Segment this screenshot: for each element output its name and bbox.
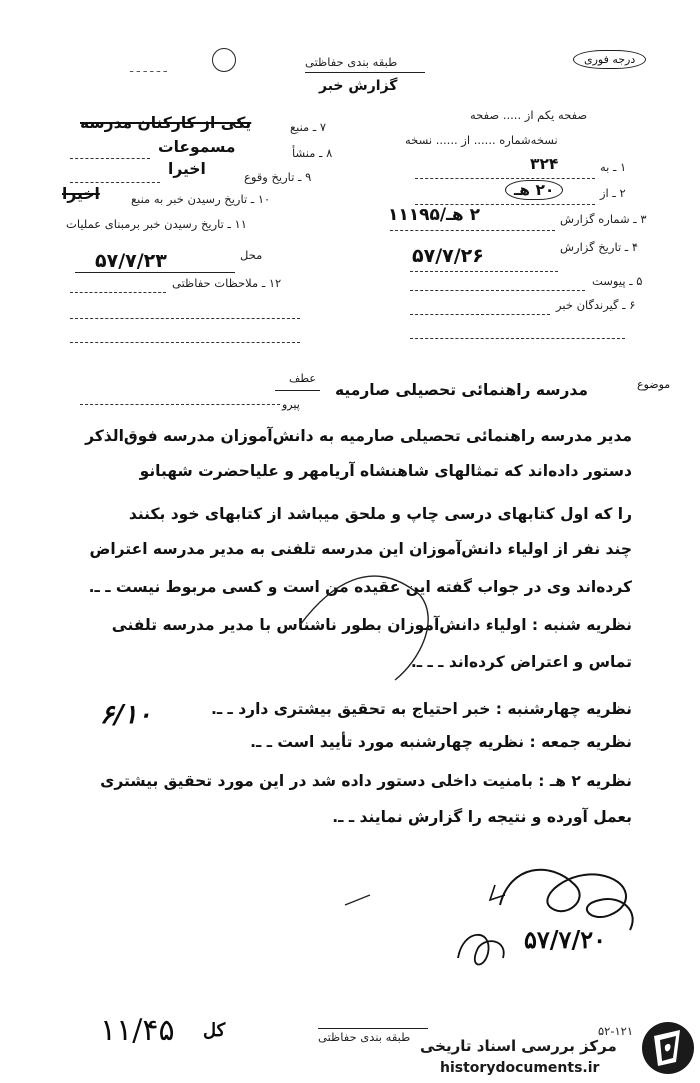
notes-dash-2 [70, 318, 300, 319]
margin-note: ۶/۱۰ [100, 700, 152, 730]
report-no-dash [390, 230, 555, 231]
body-line-3: را که اول کتابهای درسی چاپ و ملحق میباشد از کتابهای خود بکنند [128, 505, 632, 523]
subject-value: مدرسه راهنمائی تحصیلی صارمیه [335, 381, 588, 399]
notes-dash [70, 292, 166, 293]
subject-label: موضوع [637, 378, 671, 391]
footer-classification-rule [318, 1028, 428, 1029]
body-line-10: نظریه ۲ هـ : بامنیت داخلی دستور داده شد در این مورد تحقیق بیشتری [100, 772, 632, 790]
to-value: ۳۲۴ [530, 155, 559, 173]
report-title: گزارش خبر [319, 78, 398, 94]
report-date-dash [410, 271, 558, 272]
subject-dash [80, 404, 280, 405]
report-date-value: ۵۷/۷/۲۶ [412, 245, 484, 267]
footer-initials: کل [203, 1020, 226, 1041]
page-of-field: صفحه یکم از ..... صفحه [470, 108, 588, 122]
recipients-dash-2 [410, 338, 625, 339]
origin-value: مسموعات [158, 138, 236, 156]
signature-date: ۵۷/۷/۲۰ [524, 925, 606, 954]
to-label: ۱ ـ به [600, 160, 627, 174]
classification-top: طبقه بندی حفاظتی [305, 55, 398, 69]
top-left-stamp-circle [212, 48, 236, 72]
report-date-label: ۴ ـ تاریخ گزارش [560, 240, 639, 254]
place-underline [75, 272, 235, 273]
recipients-label: ۶ ـ گیرندگان خبر [556, 298, 636, 312]
ref-top-label: عطف [289, 372, 316, 385]
origin-dash [70, 158, 150, 159]
received-source-label: ۱۰ ـ تاریخ رسیدن خبر به منبع [131, 192, 271, 206]
source-label: ۷ ـ منبع [290, 120, 327, 134]
notes-label: ۱۲ ـ ملاحظات حفاظتی [172, 276, 282, 290]
attachment-dash [410, 290, 585, 291]
classification-top-rule [305, 72, 425, 73]
initials-scribble [448, 918, 528, 978]
notes-dash-3 [70, 342, 300, 343]
copy-of-field: نسخه‌شماره ...... از ...... نسخه [405, 133, 558, 147]
recipients-dash [410, 314, 550, 315]
ref-bottom-label: پیرو [282, 398, 300, 411]
origin-label: ۸ ـ منشأ [292, 146, 333, 160]
body-line-9: نظریه جمعه : نظریه چهارشنبه مورد تأیید است ـ ـ. [250, 733, 632, 751]
place-label: محل [240, 248, 263, 262]
footer-form-code: ۵۲-۱۲۱ [598, 1024, 634, 1038]
archive-url: historydocuments.ir [440, 1060, 600, 1076]
body-line-8: نظریه چهارشنبه : خبر احتیاج به تحقیق بیشتری دارد ـ ـ. [210, 700, 632, 718]
classification-box: درجه فوری [573, 50, 646, 69]
archive-logo-icon [640, 1018, 696, 1082]
event-date-label: ۹ ـ تاریخ وقوع [244, 170, 312, 184]
received-source-value: اخیرا [62, 185, 100, 203]
received-ops-label: ۱۱ ـ تاریخ رسیدن خبر برمبنای عملیات [66, 217, 247, 231]
body-line-1: مدیر مدرسه راهنمائی تحصیلی صارمیه به دانش‌آموزان مدرسه فوق‌الذکر [85, 427, 632, 445]
report-no-label: ۳ ـ شماره گزارش [560, 212, 647, 226]
from-label: ۲ ـ از [600, 186, 626, 200]
top-left-mark: ـ ـ ـ ـ ـ ـ [130, 62, 167, 75]
footer-handwritten-number: ۱۱/۴۵ [100, 1013, 175, 1048]
body-line-5: کرده‌اند وی در جواب گفته این عقیده من است و کسی مربوط نیست ـ ـ. [88, 578, 632, 596]
body-line-2: دستور داده‌اند که تمثالهای شاهنشاه آریامهر و علیاحضرت شهبانو [139, 462, 632, 480]
place-value: ۵۷/۷/۲۳ [95, 250, 167, 272]
body-line-6: نظریه شنبه : اولیاء دانش‌آموزان بطور ناشناس با مدیر مدرسه تلفنی [111, 616, 632, 634]
attachment-label: ۵ ـ پیوست [592, 274, 643, 288]
footer-classification: طبقه بندی حفاظتی [318, 1030, 411, 1044]
to-dash [415, 178, 595, 179]
body-line-11: بعمل آورده و نتیجه را گزارش نمایند ـ ـ. [332, 808, 632, 826]
event-date-dash [70, 182, 160, 183]
body-line-4: چند نفر از اولیاء دانش‌آموزان این مدرسه تلفنی به مدیر مدرسه اعتراض [89, 540, 632, 558]
archive-name: مرکز بررسی اسناد تاریخی [420, 1037, 617, 1055]
from-value: ۲۰ هـ [505, 180, 563, 200]
ref-rule [275, 390, 320, 391]
event-date-value: اخیرا [168, 160, 206, 178]
body-line-7: تماس و اعتراض کرده‌اند ـ ـ ـ. [410, 653, 632, 671]
source-value: یکی از کارکنان مدرسه [80, 114, 252, 132]
report-no-value: ۲ هـ/۱۱۱۹۵ [388, 205, 481, 225]
